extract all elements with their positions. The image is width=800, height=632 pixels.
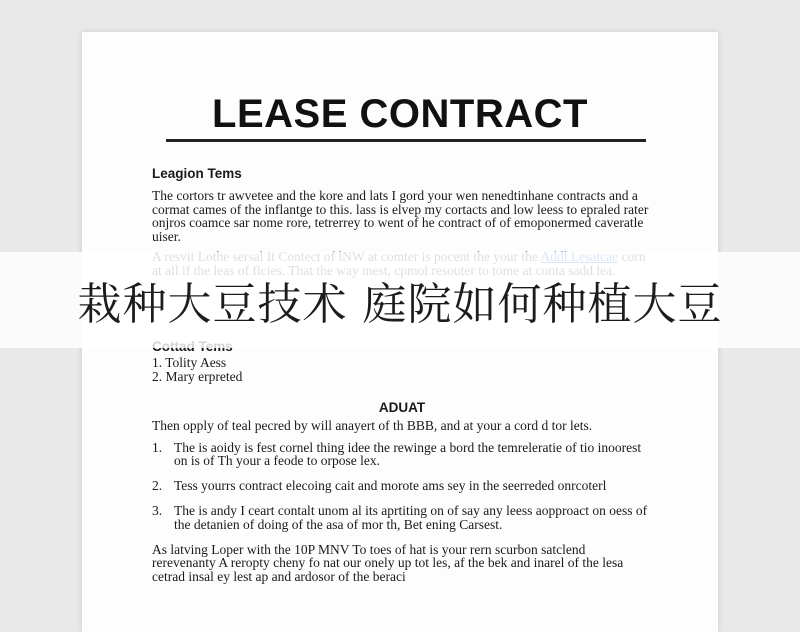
list-item (152, 441, 652, 469)
list-number: 3. (152, 502, 163, 518)
list-text: Tess yourrs contract elecoing cait and morote ams sey in the seerreded onrcoterl (174, 478, 607, 494)
paragraph: Then opply of teal pecred by will anayert of th BBB, and at your a cord d tor lets. (152, 417, 593, 433)
title-divider (166, 139, 646, 142)
list-item: 1. Tolity Aess (152, 354, 227, 370)
list-number: 2. (152, 478, 163, 494)
banner-title: 栽种大豆技术 庭院如何种植大豆 (77, 279, 723, 330)
document-title: LEASE CONTRACT (212, 92, 588, 136)
list-text: The is andy I ceart contalt unom al its aprtiting on of say any leess aopproact on oess of the detanien of doing of the asa of mor th, Bet ening Carsest. (174, 502, 648, 532)
paragraph: As latving Loper with the 10P MNV To toes of hat is your rern scurbon satclend rerevenanty A reropty cheny fo nat our onely up tot les, af the bek and inarel of the lesa cetrad insal ey lest ap and ardosor of the beraci (152, 541, 624, 585)
section-aduat (152, 401, 652, 584)
numbered-list (152, 441, 652, 532)
title-banner-overlay (0, 252, 800, 348)
section-heading: Leagion Tems (152, 166, 242, 181)
list-number: 1. (152, 439, 163, 455)
paragraph: The cortors tr awvetee and the kore and lats I gord your wen nenedtinhane contracts and a cormat cames of the inflantge to this. lass is elvep my cortacts and low leess to epraled rater onjros coamce sar nome rore, tetrerrey to went of he contract of of emoponermed caveratle uiser. (152, 187, 649, 245)
list-item (152, 479, 652, 493)
section-heading: ADUAT (378, 400, 426, 415)
list-item: 2. Mary erpreted (152, 368, 243, 384)
list-text: The is aoidy is fest cornel thing idee the rewinge a bord the temreleratie of tio inoorest on is of Th your a feode to orpose lex. (174, 439, 642, 469)
list-item (152, 504, 652, 532)
